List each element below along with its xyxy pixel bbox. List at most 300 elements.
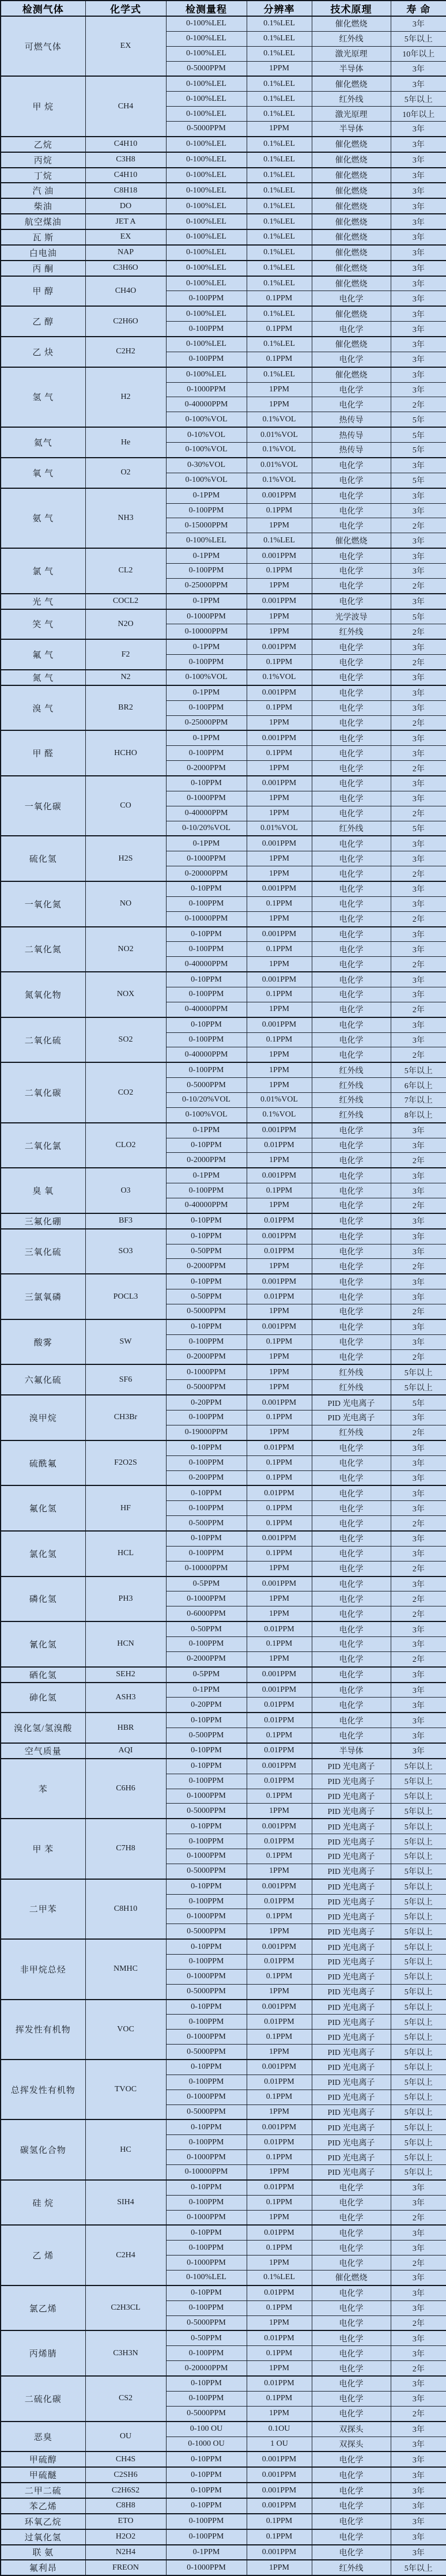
lifespan-cell: 3年 [391,168,446,183]
resolution-cell: 1PPM [247,578,312,593]
range-cell: 0-100%LEL [166,261,247,276]
resolution-cell: 0.1PPM [247,352,312,367]
range-cell: 0-1000PPM [166,609,247,624]
formula-cell: ETO [85,2514,166,2529]
lifespan-cell: 5年以上 [391,1984,446,1999]
formula-cell: CLO2 [85,1123,166,1168]
table-row [1,2000,446,2015]
gas-name-cell: 砷化氢 [1,1683,85,1713]
principle-cell: PID 光电离子 [312,1955,391,1970]
resolution-cell: 0.001PPM [247,730,312,745]
formula-cell: HC [85,2119,166,2179]
resolution-cell: 1PPM [247,609,312,624]
table-row [1,1440,446,1455]
principle-cell: 电化学 [312,1138,391,1153]
resolution-cell: 0.001PPM [247,1939,312,1954]
lifespan-cell: 5年以上 [391,1909,446,1924]
range-cell: 0-5000PPM [166,2315,247,2330]
resolution-cell: 1PPM [247,1364,312,1379]
lifespan-cell: 2年 [391,1349,446,1364]
lifespan-cell: 3年 [391,122,446,137]
range-cell: 0-100%LEL [166,76,247,91]
lifespan-cell: 5年以上 [391,31,446,46]
table-row [1,488,446,503]
range-cell: 0-100%LEL [166,276,247,291]
resolution-cell: 0.01PPM [247,1713,312,1728]
range-cell: 0-10PPM [166,881,247,896]
principle-cell: PID 光电离子 [312,1969,391,1984]
principle-cell: PID 光电离子 [312,1759,391,1774]
principle-cell: 催化燃烧 [312,16,391,31]
lifespan-cell: 2年 [391,578,446,593]
lifespan-cell: 3年 [391,1455,446,1470]
range-cell: 0-100PPM [166,1183,247,1198]
resolution-cell: 0.01%VOL [247,821,312,836]
gas-name-cell: 一氧化碳 [1,776,85,836]
principle-cell: 电化学 [312,957,391,972]
gas-name-cell: 三氟化硼 [1,1213,85,1229]
table-row [1,2467,446,2483]
principle-cell: 电化学 [312,1183,391,1198]
table-row [1,2498,446,2514]
principle-cell: 电化学 [312,746,391,761]
lifespan-cell: 2年 [391,2210,446,2225]
principle-cell: PID 光电离子 [312,1924,391,1939]
range-cell: 0-20PPM [166,1395,247,1410]
principle-cell: 电化学 [312,1002,391,1017]
range-cell: 0-100PPM [166,1894,247,1909]
table-row [1,306,446,321]
range-cell: 0-10PPM [166,1138,247,1153]
resolution-cell: 0.001PPM [247,972,312,987]
principle-cell: 红外线 [312,92,391,107]
lifespan-cell: 3年 [391,214,446,229]
principle-cell: 电化学 [312,2406,391,2421]
range-cell: 0-1000PPM [166,1364,247,1379]
resolution-cell: 0.001PPM [247,776,312,791]
lifespan-cell: 2年 [391,911,446,926]
range-cell: 0-50PPM [166,1289,247,1304]
lifespan-cell: 3年 [391,1319,446,1334]
resolution-cell: 0.01PPM [247,2135,312,2150]
gas-name-cell: 溴 气 [1,685,85,731]
range-cell: 0-10%VOL [166,427,247,442]
principle-cell: 电化学 [312,1470,391,1485]
formula-cell: ASH3 [85,1683,166,1713]
principle-cell: 电化学 [312,2483,391,2498]
range-cell: 0-1PPM [166,548,247,563]
range-cell: 0-1PPM [166,639,247,654]
range-cell: 0-100PPM [166,2195,247,2210]
range-cell: 0-6000PPM [166,1606,247,1621]
lifespan-cell: 5年以上 [391,2165,446,2180]
lifespan-cell: 5年以上 [391,1364,446,1379]
formula-cell: AQI [85,1743,166,1759]
principle-cell: 电化学 [312,655,391,670]
gas-name-cell: 氯乙烯 [1,2285,85,2331]
range-cell: 0-10000PPM [166,1561,247,1576]
range-cell: 0-1000PPM [166,791,247,806]
table-row [1,214,446,229]
resolution-cell: 0.001PPM [247,488,312,503]
principle-cell: 电化学 [312,2514,391,2529]
lifespan-cell: 3年 [391,1698,446,1713]
gas-name-cell: 环氧乙烷 [1,2514,85,2529]
formula-cell: C8H8 [85,2498,166,2514]
range-cell: 0-10000PPM [166,624,247,639]
gas-name-cell: 航空煤油 [1,214,85,229]
gas-name-cell: 二氧化碳 [1,1062,85,1122]
gas-name-cell: 瓦 斯 [1,229,85,245]
gas-name-cell: 溴化氢/氢溴酸 [1,1713,85,1743]
lifespan-cell: 5年以上 [391,92,446,107]
resolution-cell: 1PPM [247,1304,312,1319]
resolution-cell: 0.1%LEL [247,306,312,321]
lifespan-cell: 3年 [391,594,446,609]
gas-name-cell: 甲 烷 [1,76,85,136]
resolution-cell: 0.001PPM [247,2545,312,2560]
resolution-cell: 0.1PPM [247,1789,312,1804]
lifespan-cell: 5年以上 [391,1062,446,1077]
lifespan-cell: 3年 [391,2391,446,2406]
formula-cell: NO2 [85,927,166,972]
header-lifespan: 寿 命 [391,1,446,16]
gas-name-cell: 挥发性有机物 [1,2000,85,2060]
range-cell: 0-100%LEL [166,92,247,107]
range-cell: 0-10PPM [166,1713,247,1728]
principle-cell: 电化学 [312,1667,391,1683]
gas-name-cell: 二硫化碳 [1,2376,85,2422]
lifespan-cell: 5年以上 [391,1879,446,1894]
resolution-cell: 0.001PPM [247,2483,312,2498]
formula-cell: BR2 [85,685,166,731]
table-row [1,1939,446,1954]
lifespan-cell: 3年 [391,2346,446,2361]
gas-name-cell: 丙烷 [1,152,85,168]
formula-cell: HCN [85,1621,166,1667]
resolution-cell: 0.1PPM [247,1849,312,1864]
range-cell: 0-19000PPM [166,1425,247,1440]
range-cell: 0-10PPM [166,1819,247,1834]
gas-name-cell: 乙 烯 [1,2225,85,2285]
lifespan-cell: 3年 [391,2467,446,2483]
principle-cell: 催化燃烧 [312,137,391,152]
header-gas-name: 检测气体 [1,1,85,16]
range-cell: 0-25000PPM [166,715,247,730]
resolution-cell: 0.1%LEL [247,229,312,245]
principle-cell: 电化学 [312,836,391,851]
gas-name-cell: 三氧化硫 [1,1229,85,1274]
table-row [1,337,446,352]
principle-cell: 电化学 [312,382,391,397]
resolution-cell: 1PPM [247,2315,312,2330]
table-row [1,639,446,654]
range-cell: 0-100PPM [166,987,247,1002]
gas-name-cell: 氟利昂 [1,2560,85,2575]
resolution-cell: 0.001PPM [247,1683,312,1698]
table-row [1,927,446,942]
lifespan-cell: 3年 [391,1183,446,1198]
formula-cell: C8H10 [85,1879,166,1939]
principle-cell: 红外线 [312,1062,391,1077]
resolution-cell: 0.001PPM [247,1274,312,1289]
principle-cell: 激光原理 [312,46,391,61]
table-row [1,1123,446,1138]
table-row [1,594,446,609]
lifespan-cell: 5年 [391,412,446,427]
lifespan-cell: 3年 [391,2514,446,2529]
formula-cell: SO3 [85,1229,166,1274]
range-cell: 0-1PPM [166,2545,247,2560]
lifespan-cell: 3年 [391,76,446,91]
principle-cell: PID 光电离子 [312,2135,391,2150]
resolution-cell: 1PPM [247,2560,312,2575]
principle-cell: 电化学 [312,1198,391,1213]
gas-name-cell: 氮 气 [1,670,85,685]
range-cell: 0-50PPM [166,1244,247,1259]
gas-name-cell: 非甲烷总烃 [1,1939,85,1999]
resolution-cell: 1PPM [247,761,312,776]
range-cell: 0-1PPM [166,488,247,503]
resolution-cell: 0.1PPM [247,1470,312,1485]
range-cell: 0-1000PPM [166,2150,247,2165]
resolution-cell: 1PPM [247,2210,312,2225]
principle-cell: 电化学 [312,1621,391,1636]
range-cell: 0-100PPM [166,1455,247,1470]
principle-cell: 电化学 [312,578,391,593]
range-cell: 0-10PPM [166,1017,247,1032]
gas-name-cell: 氰化氢 [1,1621,85,1667]
formula-cell: CH3Br [85,1395,166,1440]
principle-cell: 半导体 [312,122,391,137]
resolution-cell: 0.1%LEL [247,261,312,276]
principle-cell: 催化燃烧 [312,276,391,291]
lifespan-cell: 3年 [391,972,446,987]
gas-name-cell: 二甲二硫 [1,2483,85,2498]
resolution-cell: 1PPM [247,1606,312,1621]
range-cell: 0-50PPM [166,2330,247,2345]
formula-cell: POCL3 [85,1274,166,1319]
principle-cell: 电化学 [312,563,391,578]
resolution-cell: 0.1%LEL [247,152,312,168]
principle-cell: PID 光电离子 [312,2150,391,2165]
lifespan-cell: 3年 [391,2330,446,2345]
principle-cell: 电化学 [312,503,391,518]
lifespan-cell: 3年 [391,322,446,337]
lifespan-cell: 3年 [391,1621,446,1636]
range-cell: 0-40000PPM [166,1002,247,1017]
lifespan-cell: 3年 [391,61,446,76]
principle-cell: 催化燃烧 [312,168,391,183]
lifespan-cell: 3年 [391,1470,446,1485]
formula-cell: OU [85,2422,166,2452]
range-cell: 0-100PPM [166,2300,247,2315]
principle-cell: 电化学 [312,1531,391,1546]
lifespan-cell: 3年 [391,2180,446,2195]
table-row [1,2451,446,2467]
resolution-cell: 0.1%LEL [247,76,312,91]
principle-cell: 电化学 [312,2498,391,2514]
table-row [1,1819,446,1834]
lifespan-cell: 3年 [391,276,446,291]
lifespan-cell: 3年 [391,1485,446,1500]
lifespan-cell: 2年 [391,1516,446,1531]
resolution-cell: 0.001PPM [247,548,312,563]
principle-cell: 电化学 [312,881,391,896]
range-cell: 0-100PPM [166,2529,247,2545]
principle-cell: 催化燃烧 [312,306,391,321]
resolution-cell: 0.01PPM [247,1774,312,1789]
gas-name-cell: 过氧化氢 [1,2529,85,2545]
principle-cell: 电化学 [312,1561,391,1576]
lifespan-cell: 2年 [391,1153,446,1168]
principle-cell: 电化学 [312,1304,391,1319]
range-cell: 0-50PPM [166,1621,247,1636]
range-cell: 0-100%LEL [166,2270,247,2285]
table-row [1,2225,446,2240]
resolution-cell: 0.01PPM [247,1213,312,1229]
formula-cell: SEH2 [85,1667,166,1683]
resolution-cell: 1PPM [247,1864,312,1879]
resolution-cell: 0.001PPM [247,1395,312,1410]
formula-cell: CO2 [85,1062,166,1122]
gas-name-cell: 磷化氢 [1,1576,85,1622]
lifespan-cell: 3年 [391,1713,446,1728]
lifespan-cell: 3年 [391,198,446,214]
lifespan-cell: 3年 [391,1636,446,1651]
resolution-cell: 0.1PPM [247,1909,312,1924]
principle-cell: 电化学 [312,700,391,715]
resolution-cell: 1PPM [247,1651,312,1666]
lifespan-cell: 5年以上 [391,1819,446,1834]
lifespan-cell: 3年 [391,1289,446,1304]
table-row [1,427,446,442]
principle-cell: PID 光电离子 [312,1879,391,1894]
resolution-cell: 1PPM [247,1062,312,1077]
table-row [1,1759,446,1774]
principle-cell: 电化学 [312,1153,391,1168]
principle-cell: 电化学 [312,473,391,488]
resolution-cell: 0.01PPM [247,2285,312,2300]
resolution-cell: 0.01%VOL [247,1093,312,1108]
range-cell: 0-100PPM [166,1334,247,1349]
resolution-cell: 1PPM [247,1153,312,1168]
range-cell: 0-5000PPM [166,122,247,137]
principle-cell: 电化学 [312,776,391,791]
resolution-cell: 0.1PPM [247,1455,312,1470]
resolution-cell: 1PPM [247,791,312,806]
principle-cell: 电化学 [312,685,391,700]
principle-cell: PID 光电离子 [312,1834,391,1849]
resolution-cell: 1PPM [247,1198,312,1213]
range-cell: 0-40000PPM [166,397,247,412]
principle-cell: 电化学 [312,1591,391,1606]
lifespan-cell: 2年 [391,866,446,881]
formula-cell: F2 [85,639,166,670]
gas-name-cell: 甲 醇 [1,276,85,307]
range-cell: 0-5000PPM [166,1078,247,1093]
resolution-cell: 0.1%LEL [247,245,312,261]
resolution-cell: 0.1OU [247,2422,312,2437]
table-row [1,2119,446,2134]
table-row [1,137,446,152]
lifespan-cell: 3年 [391,2483,446,2498]
table-row [1,2285,446,2300]
resolution-cell: 1PPM [247,2165,312,2180]
gas-name-cell: 臭 氧 [1,1168,85,1213]
table-row [1,2483,446,2498]
lifespan-cell: 3年 [391,291,446,306]
principle-cell: 电化学 [312,761,391,776]
resolution-cell: 0.01PPM [247,2225,312,2240]
principle-cell: PID 光电离子 [312,1410,391,1425]
principle-cell: 电化学 [312,730,391,745]
range-cell: 0-100%LEL [166,533,247,548]
principle-cell: 电化学 [312,322,391,337]
principle-cell: PID 光电离子 [312,1894,391,1909]
table-row [1,972,446,987]
lifespan-cell: 3年 [391,2498,446,2514]
principle-cell: 电化学 [312,2391,391,2406]
lifespan-cell: 5年 [391,821,446,836]
principle-cell: 电化学 [312,352,391,367]
range-cell: 0-10PPM [166,972,247,987]
lifespan-cell: 3年 [391,1123,446,1138]
table-row [1,261,446,276]
formula-cell: DO [85,198,166,214]
lifespan-cell: 3年 [391,352,446,367]
lifespan-cell: 3年 [391,137,446,152]
principle-cell: PID 光电离子 [312,1774,391,1789]
range-cell: 0-500PPM [166,1728,247,1743]
principle-cell: PID 光电离子 [312,2090,391,2104]
lifespan-cell: 3年 [391,533,446,548]
gas-name-cell: 溴甲烷 [1,1395,85,1440]
principle-cell: 电化学 [312,1651,391,1666]
lifespan-cell: 5年以上 [391,1939,446,1954]
range-cell: 0-10PPM [166,776,247,791]
range-cell: 0-20000PPM [166,2361,247,2376]
lifespan-cell: 3年 [391,1138,446,1153]
resolution-cell: 0.01PPM [247,1834,312,1849]
table-row [1,609,446,624]
lifespan-cell: 3年 [391,1274,446,1289]
range-cell: 0-100PPM [166,2241,247,2256]
range-cell: 0-5000PPM [166,2045,247,2060]
principle-cell: 电化学 [312,1319,391,1334]
lifespan-cell: 3年 [391,1213,446,1229]
gas-name-cell: 氮氧化物 [1,972,85,1017]
resolution-cell: 1PPM [247,1047,312,1062]
formula-cell: PH3 [85,1576,166,1622]
range-cell: 0-20000PPM [166,866,247,881]
lifespan-cell: 5年 [391,609,446,624]
lifespan-cell: 3年 [391,548,446,563]
lifespan-cell: 3年 [391,1743,446,1759]
resolution-cell: 1PPM [247,1380,312,1395]
principle-cell: PID 光电离子 [312,1849,391,1864]
table-row [1,245,446,261]
range-cell: 0-10PPM [166,1485,247,1500]
lifespan-cell: 5年以上 [391,2045,446,2060]
resolution-cell: 1PPM [247,806,312,821]
lifespan-cell: 3年 [391,730,446,745]
range-cell: 0-100PPM [166,655,247,670]
lifespan-cell: 5年以上 [391,2000,446,2015]
lifespan-cell: 5年以上 [391,1955,446,1970]
formula-cell: C2H2 [85,337,166,367]
resolution-cell: 0.1%LEL [247,92,312,107]
